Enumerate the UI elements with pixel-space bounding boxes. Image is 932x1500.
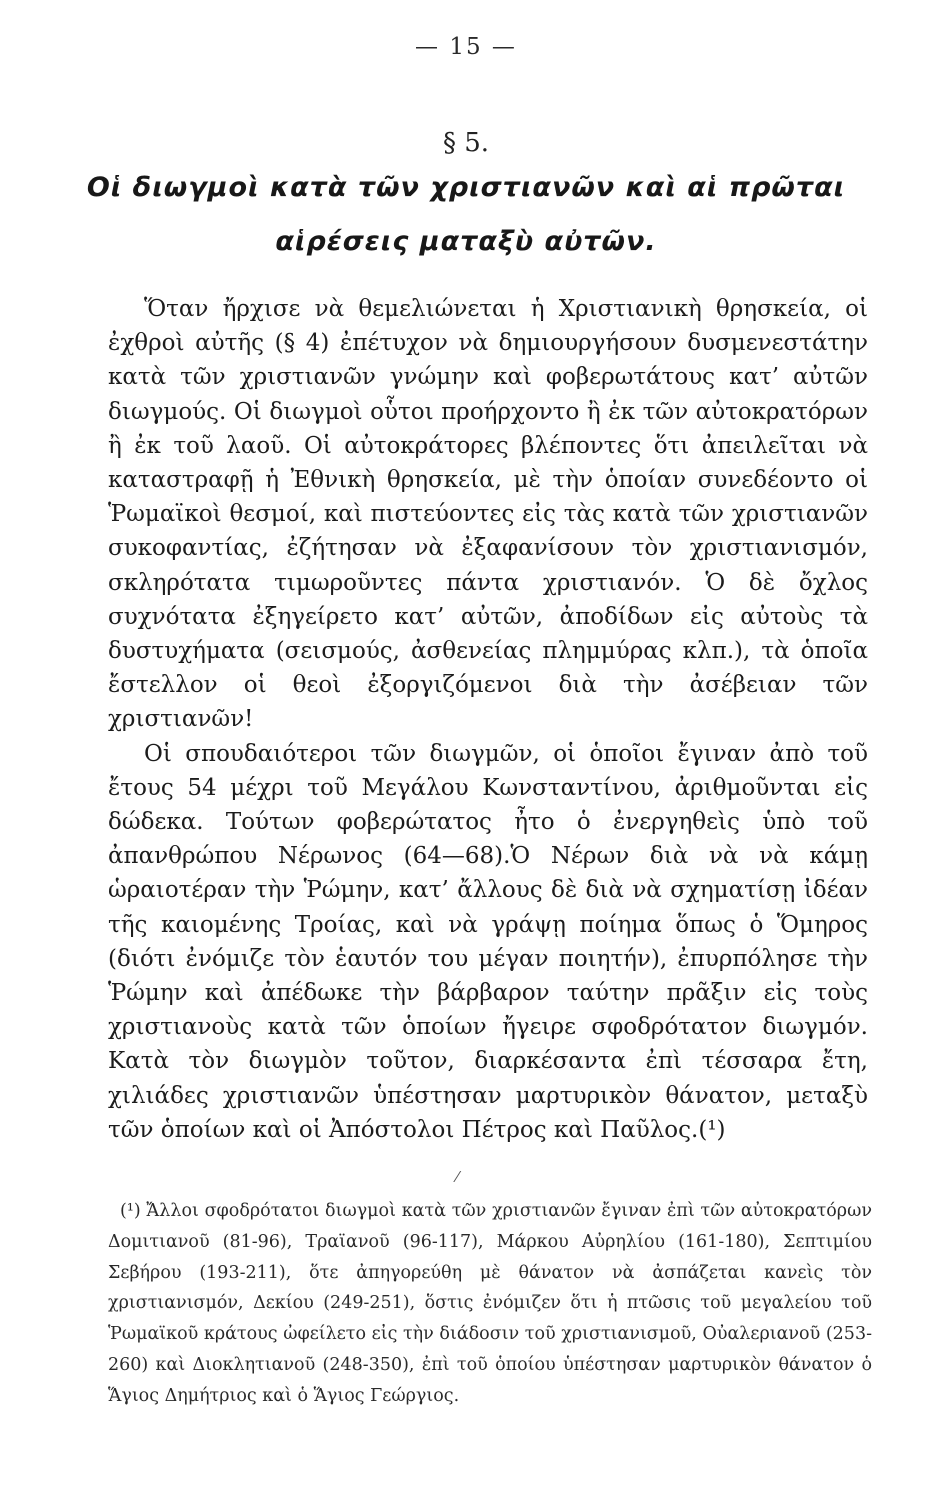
section-number: § 5.	[442, 128, 490, 158]
body-text	[108, 292, 868, 1147]
chapter-title-line-2: αἱρέσεις ματαξὺ αὐτῶν.	[275, 226, 657, 257]
footnote-text: (¹) Ἄλλοι σφοδρότατοι διωγμοὶ κατὰ τῶν χριστιανῶν ἔγιναν ἐπὶ τῶν αὐτοκρατόρων Δομιτιανοῦ (81-96), Τραϊανοῦ (96-117), Μάρκου Αὐρηλίου (161-180), Σεπτιμίου Σεβήρου (193-211), ὅτε ἀπηγορεύθη μὲ θάνατον νὰ ἀσπάζεται κανεὶς τὸν χριστιανισμόν, Δεκίου (249-251), ὅστις ἐνόμιζεν ὅτι ἡ πτῶσις τοῦ μεγαλείου τοῦ Ῥωμαϊκοῦ κράτους ὠφείλετο εἰς τὴν διάδοσιν τοῦ χριστιανισμοῦ, Οὐαλεριανοῦ (253-260) καὶ Διοκλητιανοῦ (248-350), ἐπὶ τοῦ ὁποίου ὑπέστησαν μαρτυρικὸν θάνατον ὁ Ἅγιος Δημήτριος καὶ ὁ Ἅγιος Γεώργιος.	[108, 1201, 872, 1406]
footnote	[108, 1196, 872, 1412]
separator-mark: ⁄	[456, 1168, 459, 1186]
paragraph-1: Ὅταν ἤρχισε νὰ θεμελιώνεται ἡ Χριστιανικὴ θρησκεία, οἱ ἐχθροὶ αὐτῆς (§ 4) ἐπέτυχον νὰ δημιουργήσουν δυσμενεστάτην κατὰ τῶν χριστιανῶν γνώμην καὶ φοβερωτάτους κατ’ αὐτῶν διωγμούς. Οἱ διωγμοὶ οὗτοι προήρχοντο ἢ ἐκ τῶν αὐτοκρατόρων ἢ ἐκ τοῦ λαοῦ. Οἱ αὐτοκράτορες βλέποντες ὅτι ἀπειλεῖται νὰ καταστραφῇ ἡ Ἐθνικὴ θρησκεία, μὲ τὴν ὁποίαν συνεδέοντο οἱ Ῥωμαϊκοὶ θεσμοί, καὶ πιστεύοντες εἰς τὰς κατὰ τῶν χριστιανῶν συκοφαντίας, ἐζήτησαν νὰ ἐξαφανίσουν τὸν χριστιανισμόν, σκληρότατα τιμωροῦντες πάντα χριστιανόν. Ὁ δὲ ὄχλος συχνότατα ἐξηγείρετο κατ’ αὐτῶν, ἀποδίδων εἰς αὐτοὺς τὰ δυστυχήματα (σεισμούς, ἀσθενείας πλημμύρας κλπ.), τὰ ὁποῖα ἔστελλον οἱ θεοὶ ἐξοργιζόμενοι διὰ τὴν ἀσέβειαν τῶν χριστιανῶν!	[108, 296, 868, 733]
page-number: — 15 —	[415, 34, 517, 60]
paragraph-2: Οἱ σπουδαιότεροι τῶν διωγμῶν, οἱ ὁποῖοι ἔγιναν ἀπὸ τοῦ ἔτους 54 μέχρι τοῦ Μεγάλου Κωνσταντίνου, ἀριθμοῦνται εἰς δώδεκα. Τούτων φοβερώτατος ἦτο ὁ ἐνεργηθεὶς ὑπὸ τοῦ ἀπανθρώπου Νέρωνος (64—68).Ὁ Νέρων διὰ νὰ νὰ κάμῃ ὡραιοτέραν τὴν Ῥώμην, κατ’ ἄλλους δὲ διὰ νὰ σχηματίσῃ ἰδέαν τῆς καιομένης Τροίας, καὶ νὰ γράψῃ ποίημα ὅπως ὁ Ὅμηρος (διότι ἐνόμιζε τὸν ἑαυτόν του μέγαν ποιητήν), ἐπυρπόλησε τὴν Ῥώμην καὶ ἀπέδωκε τὴν βάρβαρον ταύτην πρᾶξιν εἰς τοὺς χριστιανοὺς κατὰ τῶν ὁποίων ἤγειρε σφοδρότατον διωγμόν. Κατὰ τὸν διωγμὸν τοῦτον, διαρκέσαντα ἐπὶ τέσσαρα ἔτη, χιλιάδες χριστιανῶν ὑπέστησαν μαρτυρικὸν θάνατον, μεταξὺ τῶν ὁποίων καὶ οἱ Ἀπόστολοι Πέτρος καὶ Παῦλος.(¹)	[108, 740, 868, 1143]
chapter-title-line-1: Οἱ διωγμοὶ κατὰ τῶν χριστιανῶν καὶ αἱ πρῶται	[86, 172, 846, 203]
